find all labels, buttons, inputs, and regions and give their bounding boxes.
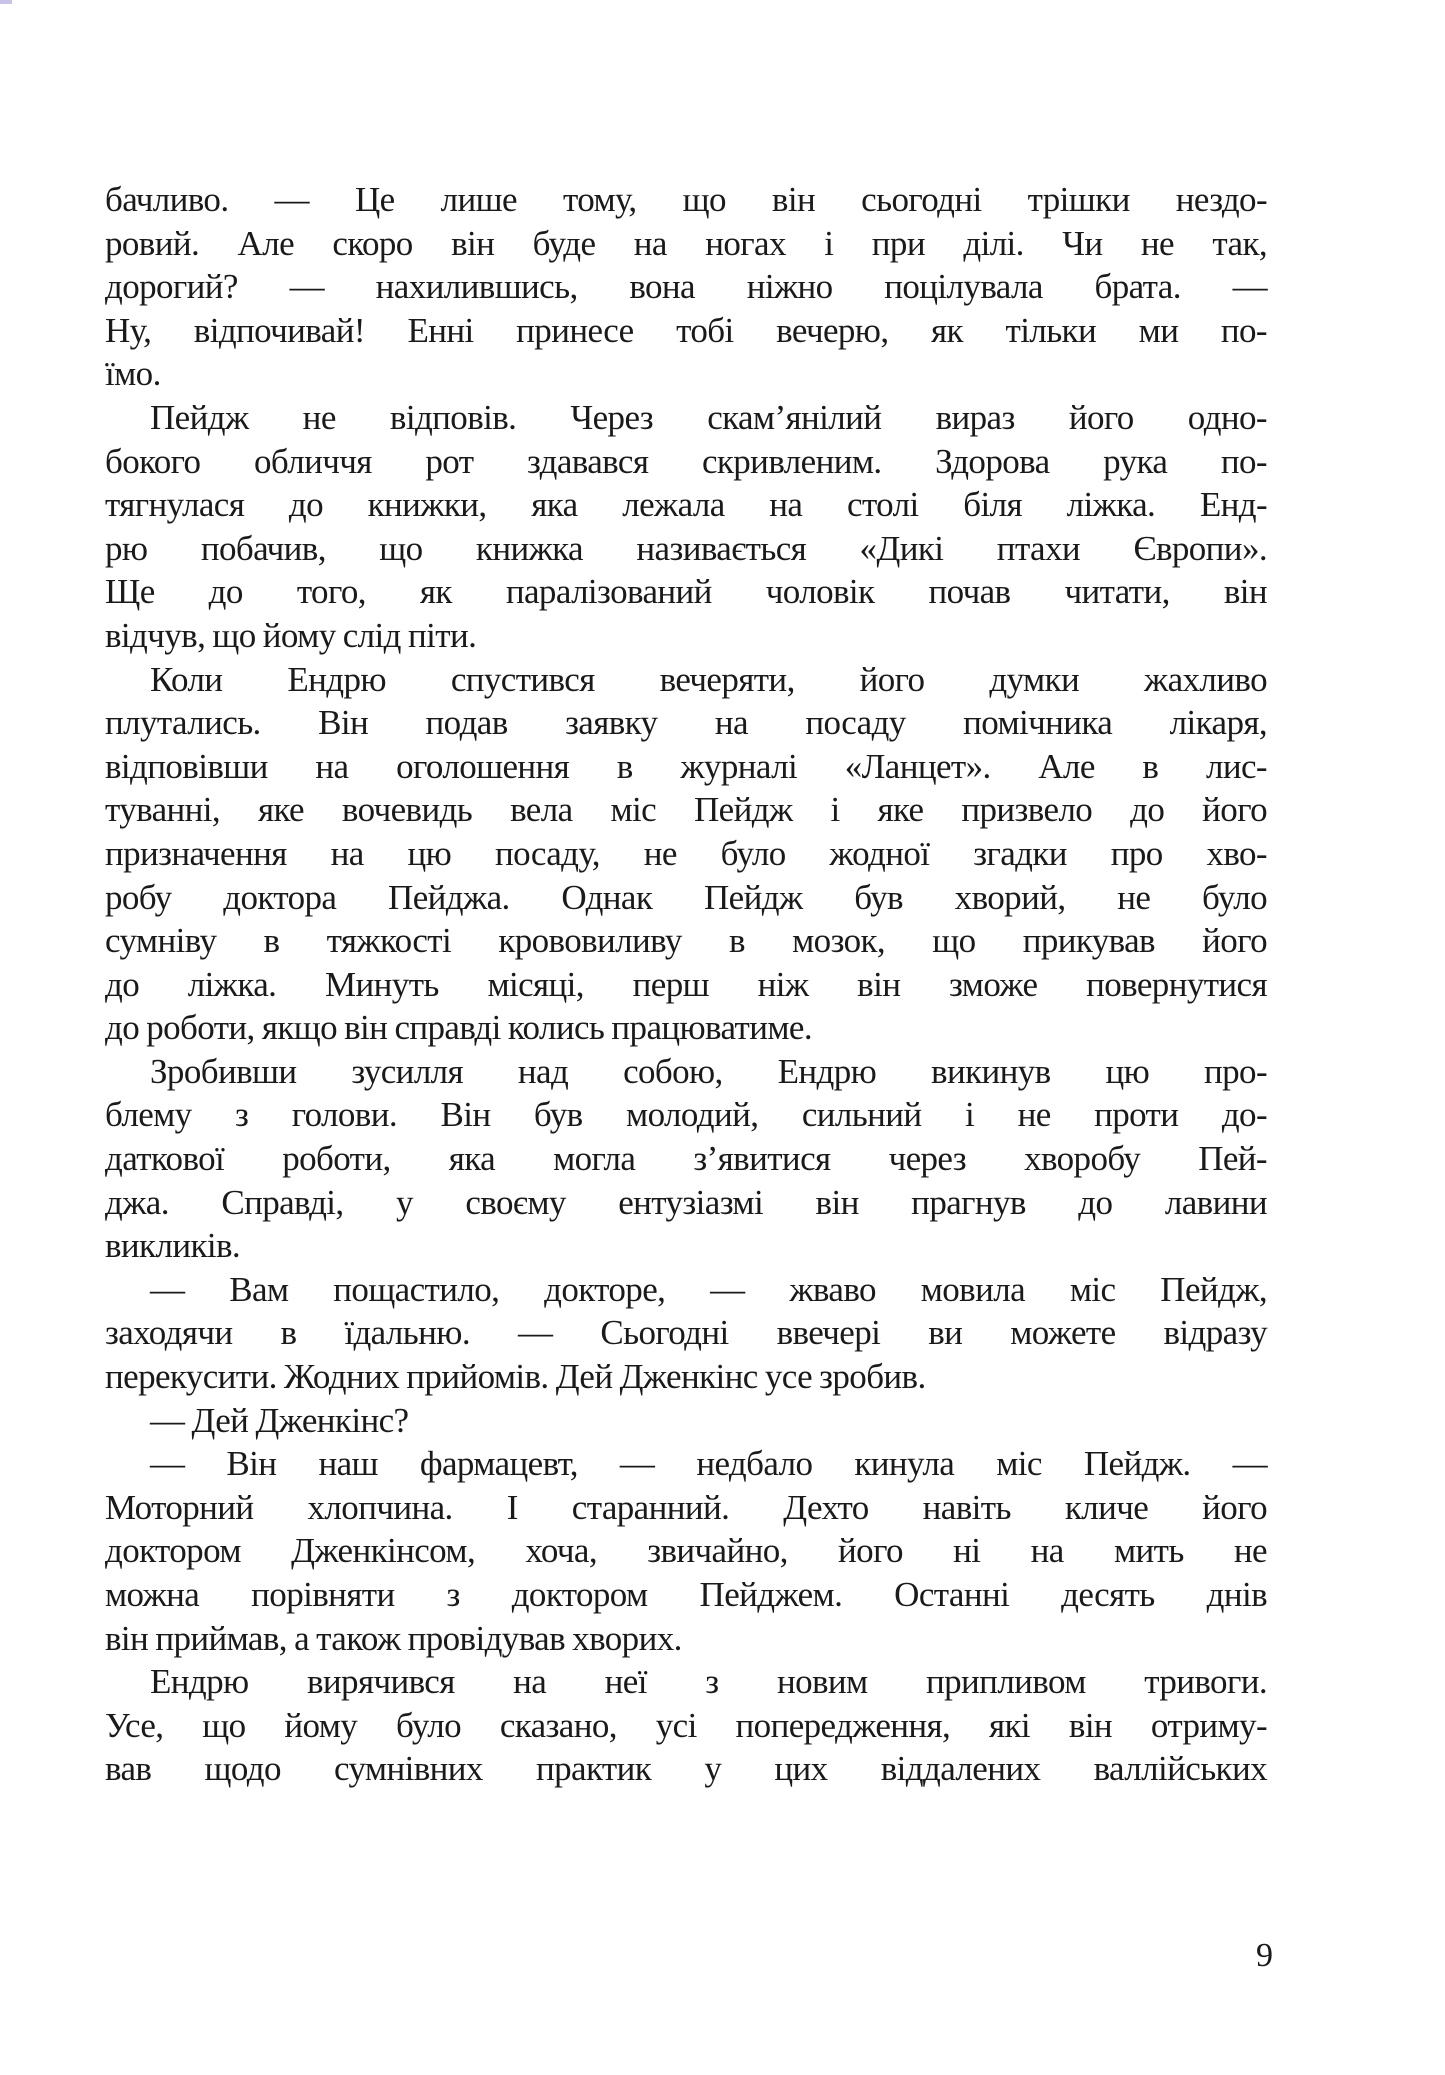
text-line: рю побачив, що книжка називається «Дикі птахи Європи». (105, 528, 1267, 568)
page-body-text (105, 178, 1267, 1791)
text-line: — Він наш фармацевт, — недбало кинула міс Пейдж. — (150, 1444, 1267, 1484)
text-line: ровий. Але скоро він буде на ногах і при ділі. Чи не так, (105, 223, 1267, 263)
text-line: дорогий? — нахилившись, вона ніжно поцілувала брата. — (105, 267, 1267, 307)
text-line: — Вам пощастило, докторе, — жваво мовила міс Пейдж, (150, 1269, 1267, 1309)
text-line: туванні, яке вочевидь вела міс Пейдж і яке призвело до його (105, 790, 1267, 830)
text-line: Ну, відпочивай! Енні принесе тобі вечерю, як тільки ми по- (105, 310, 1267, 350)
page-number: 9 (1256, 1937, 1273, 1974)
text-line: вав щодо сумнівних практик у цих віддалених валлійських (105, 1749, 1267, 1789)
text-line: бокого обличчя рот здавався скривленим. Здорова рука по- (105, 441, 1267, 481)
text-line: блему з голови. Він був молодий, сильний і не проти до- (105, 1095, 1267, 1135)
scan-corner-mark (0, 0, 12, 4)
text-line: Зробивши зусилля над собою, Ендрю викинув цю про- (150, 1051, 1267, 1091)
text-line: плутались. Він подав заявку на посаду помічника лікаря, (105, 703, 1267, 743)
text-line: бачливо. — Це лише тому, що він сьогодні трішки нездо- (105, 180, 1267, 219)
text-line: Пейдж не відповів. Через скам’янілий вираз його одно- (150, 397, 1267, 437)
text-line: Коли Ендрю спустився вечеряти, його думки жахливо (150, 659, 1267, 699)
text-line: Усе, що йому було сказано, усі попередження, які він отриму- (105, 1705, 1267, 1745)
text-line: доктором Дженкінсом, хоча, звичайно, його ні на мить не (105, 1531, 1267, 1571)
text-line: він приймав, а також провідував хворих. (105, 1618, 682, 1658)
text-line: можна порівняти з доктором Пейджем. Останні десять днів (105, 1575, 1267, 1614)
text-line: тягнулася до книжки, яка лежала на столі біля ліжка. Енд- (105, 485, 1267, 525)
text-line: сумніву в тяжкості крововиливу в мозок, що прикував його (105, 921, 1267, 961)
text-line: джа. Справді, у своєму ентузіазмі він прагнув до лавини (105, 1182, 1267, 1222)
text-line: призначення на цю посаду, не було жодної згадки про хво- (105, 833, 1267, 873)
text-line: до роботи, якщо він справді колись працюватиме. (105, 1008, 813, 1048)
text-line: перекусити. Жодних прийомів. Дей Дженкінс усе зробив. (105, 1357, 926, 1397)
text-line: Ендрю вирячився на неї з новим припливом тривоги. (150, 1662, 1267, 1702)
text-line: даткової роботи, яка могла з’явитися через хворобу Пей- (105, 1139, 1267, 1179)
text-line: викликів. (105, 1226, 241, 1266)
text-line: відчув, що йому слід піти. (105, 615, 477, 655)
text-line: робу доктора Пейджа. Однак Пейдж був хворий, не було (105, 877, 1267, 917)
text-line: заходячи в їдальню. — Сьогодні ввечері ви можете відразу (105, 1313, 1267, 1353)
text-line: відповівши на оголошення в журналі «Ланцет». Але в лис- (105, 746, 1267, 786)
text-line: — Дей Дженкінс? (150, 1400, 409, 1440)
text-line: до ліжка. Минуть місяці, перш ніж він зможе повернутися (105, 964, 1267, 1004)
text-line: їмо. (105, 354, 161, 394)
text-line: Ще до того, як паралізований чоловік почав читати, він (105, 572, 1267, 612)
text-line: Моторний хлопчина. І старанний. Дехто навіть кличе його (105, 1487, 1267, 1527)
